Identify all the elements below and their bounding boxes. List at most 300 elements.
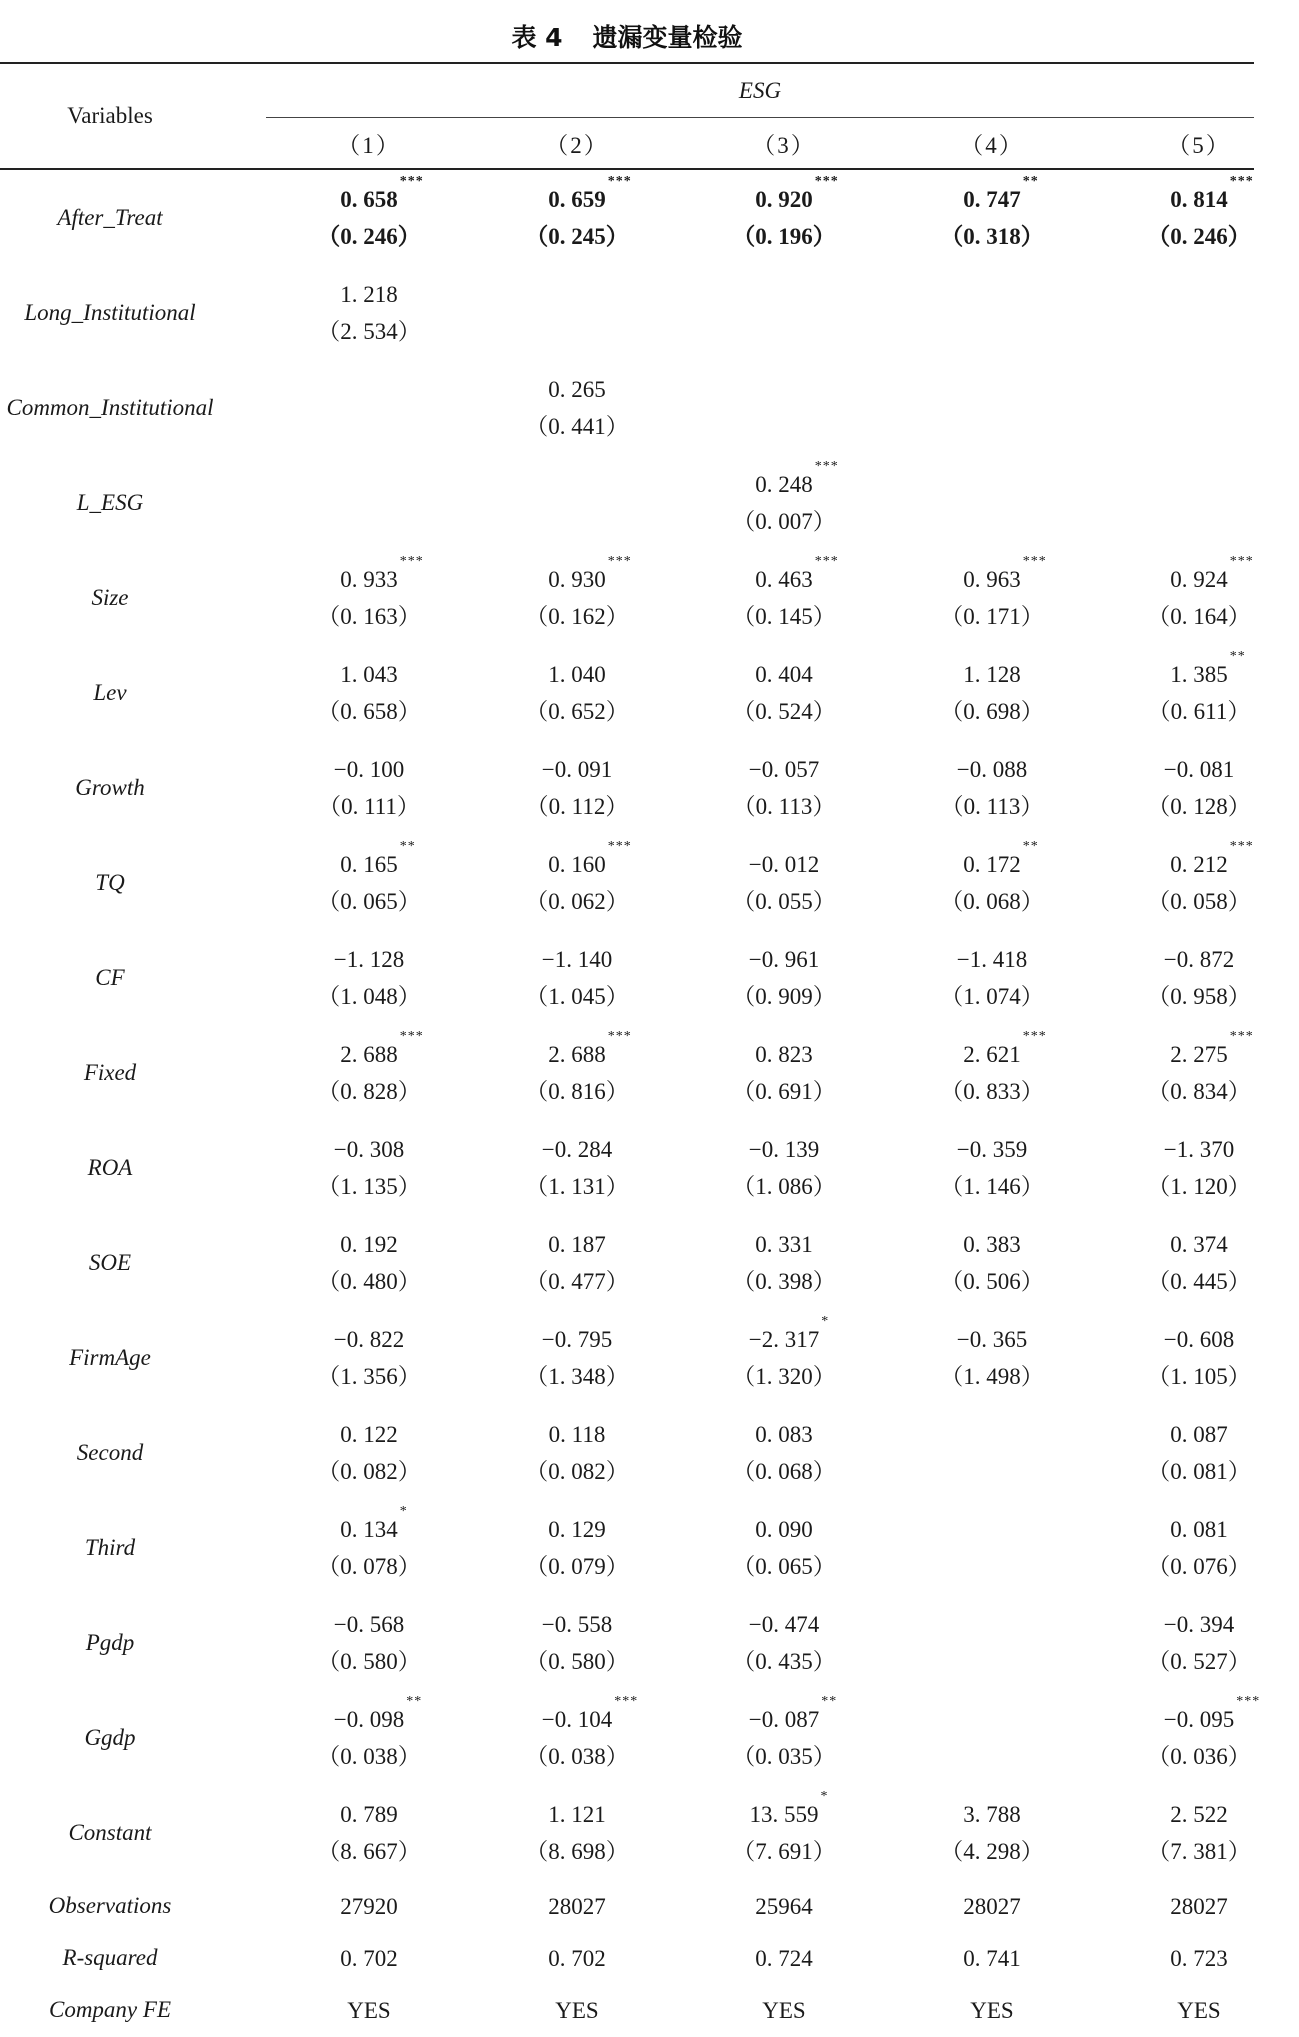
table-cell (1099, 1310, 1299, 1405)
coefficient-value: 0. 087 (1170, 1421, 1228, 1447)
column-headers (0, 118, 1254, 168)
coefficient-value: 0. 463 (755, 566, 813, 592)
table-cell (477, 1785, 677, 1880)
esg-group-header: ESG (738, 78, 782, 103)
summary-cell: YES (347, 1997, 391, 2023)
table-cell (1099, 645, 1299, 740)
coefficient (755, 1226, 813, 1263)
coefficient-value: 2. 275 (1170, 1041, 1228, 1067)
coefficient-value: 0. 658 (340, 186, 398, 212)
table-cell (269, 645, 469, 740)
table-cell (684, 1120, 884, 1215)
table-caption (0, 14, 1254, 58)
table-cell (269, 1785, 469, 1880)
coefficient-value: 0. 122 (340, 1421, 398, 1447)
coefficient-value: −0. 872 (1163, 946, 1235, 972)
summary-cell: 27920 (340, 1893, 398, 1919)
significance-stars: ** (1022, 173, 1039, 189)
significance-stars: ** (1022, 838, 1039, 854)
coefficient (340, 1226, 398, 1263)
significance-stars: * (820, 1788, 829, 1804)
table-cell (1099, 1405, 1299, 1500)
summary-row (0, 1932, 1254, 1984)
variable-name: Ggdp (84, 1724, 136, 1750)
coefficient-value: 0. 248 (755, 471, 813, 497)
coefficient-value: 1. 040 (548, 661, 606, 687)
table-cell (269, 1310, 469, 1405)
table-title: 遗漏变量检验 (592, 23, 743, 52)
standard-error: （0. 038） (525, 1743, 629, 1769)
coefficient (748, 1693, 838, 1738)
summary-cell: 0. 723 (1170, 1945, 1228, 1971)
coefficient (548, 371, 606, 408)
table-cell (1099, 1215, 1299, 1310)
table-row (0, 360, 1254, 455)
standard-error: （0. 112） (525, 793, 629, 819)
coefficient (755, 1416, 813, 1453)
coefficient (340, 838, 416, 883)
column-header-3: （3） (752, 132, 816, 158)
table-cell (477, 1215, 677, 1310)
coefficient-value: −0. 088 (956, 756, 1028, 782)
coefficient (548, 656, 606, 693)
table-cell (1099, 550, 1299, 645)
table-row (0, 740, 1254, 835)
standard-error: （0. 007） (732, 508, 836, 534)
table-cell (269, 170, 469, 265)
table-cell (892, 1310, 1092, 1405)
coefficient (755, 1036, 813, 1073)
coefficient (749, 941, 819, 978)
table-cell (477, 1310, 677, 1405)
coefficient (963, 838, 1039, 883)
coefficient (1170, 1796, 1228, 1833)
coefficient-value: 0. 404 (755, 661, 813, 687)
coefficient (1170, 1226, 1228, 1263)
coefficient (548, 173, 632, 218)
significance-stars: * (399, 1503, 408, 1519)
coefficient (542, 751, 612, 788)
table-cell (892, 550, 1092, 645)
coefficient-value: 0. 172 (963, 851, 1021, 877)
variable-name: Third (84, 1534, 136, 1560)
table-cell (269, 1405, 469, 1500)
standard-error: （8. 667） (317, 1838, 421, 1864)
standard-error: （0. 816） (525, 1078, 629, 1104)
coefficient-value: 0. 331 (755, 1231, 813, 1257)
standard-error: （1. 356） (317, 1363, 421, 1389)
summary-cell: 0. 702 (548, 1945, 606, 1971)
coefficient (548, 1511, 606, 1548)
significance-stars: *** (607, 838, 632, 854)
significance-stars: *** (399, 553, 424, 569)
coefficient-value: 0. 383 (963, 1231, 1021, 1257)
summary-cell: 28027 (1170, 1893, 1228, 1919)
coefficient-value: −0. 961 (748, 946, 820, 972)
coefficient (1163, 1693, 1261, 1738)
standard-error: （7. 691） (732, 1838, 836, 1864)
coefficient-value: 1. 385 (1170, 661, 1228, 687)
table-cell (892, 645, 1092, 740)
table-cell (1099, 835, 1299, 930)
standard-error: （0. 035） (732, 1743, 836, 1769)
coefficient (957, 1131, 1027, 1168)
summary-cell: 25964 (755, 1893, 813, 1919)
standard-error: （0. 076） (1147, 1553, 1251, 1579)
standard-error: （0. 038） (317, 1743, 421, 1769)
summary-cell: 28027 (963, 1893, 1021, 1919)
coefficient (548, 838, 632, 883)
variable-name: Second (76, 1439, 144, 1465)
table-cell (269, 1025, 469, 1120)
coefficient-value: 0. 083 (755, 1421, 813, 1447)
variable-name: Fixed (83, 1059, 137, 1085)
coefficient-value: 0. 265 (548, 376, 606, 402)
table-cell (892, 1025, 1092, 1120)
table-cell (269, 1215, 469, 1310)
standard-error: （1. 045） (525, 983, 629, 1009)
coefficient (542, 941, 612, 978)
standard-error: （0. 081） (1147, 1458, 1251, 1484)
variable-name: TQ (95, 869, 125, 895)
standard-error: （0. 082） (525, 1458, 629, 1484)
coefficient-value: 0. 374 (1170, 1231, 1228, 1257)
standard-error: （0. 691） (732, 1078, 836, 1104)
coefficient (1170, 838, 1254, 883)
standard-error: （0. 506） (940, 1268, 1044, 1294)
table-cell (892, 930, 1092, 1025)
significance-stars: *** (1229, 1028, 1254, 1044)
summary-cell: YES (762, 1997, 806, 2023)
variable-name: FirmAge (69, 1344, 151, 1370)
table-cell (269, 740, 469, 835)
standard-error: （0. 611） (1147, 698, 1251, 724)
coefficient-value: 1. 043 (340, 661, 398, 687)
coefficient-value: 0. 081 (1170, 1516, 1228, 1542)
coefficient (340, 1028, 424, 1073)
summary-name: Company FE (48, 1997, 171, 2022)
table-row (0, 550, 1254, 645)
table-cell (684, 1785, 884, 1880)
coefficient (755, 553, 839, 598)
summary-cell: 0. 702 (340, 1945, 398, 1971)
coefficient-value: −0. 104 (541, 1706, 613, 1732)
coefficient (755, 458, 839, 503)
table-cell (477, 550, 677, 645)
standard-error: （0. 245） (525, 223, 629, 249)
coefficient (755, 1511, 813, 1548)
table-row (0, 1785, 1254, 1880)
coefficient-value: −0. 100 (333, 756, 405, 782)
coefficient-value: −2. 317 (748, 1326, 820, 1352)
significance-stars: ** (406, 1693, 423, 1709)
standard-error: （1. 135） (317, 1173, 421, 1199)
coefficient-value: 0. 920 (755, 186, 813, 212)
variable-name: Lev (93, 679, 127, 705)
coefficient (1170, 553, 1254, 598)
coefficient (340, 1416, 398, 1453)
table-cell (477, 1405, 677, 1500)
standard-error: （4. 298） (940, 1838, 1044, 1864)
coefficient (749, 1788, 829, 1833)
standard-error: （0. 445） (1147, 1268, 1251, 1294)
variable-name: L_ESG (76, 489, 144, 515)
table-row (0, 1690, 1261, 1785)
coefficient (749, 1131, 819, 1168)
standard-error: （1. 074） (940, 983, 1044, 1009)
standard-error: （0. 318） (940, 223, 1044, 249)
coefficient (748, 1313, 830, 1358)
coefficient-value: −0. 098 (333, 1706, 405, 1732)
table-row (0, 1025, 1254, 1120)
standard-error: （0. 082） (317, 1458, 421, 1484)
coefficient (1170, 173, 1254, 218)
coefficient (548, 1796, 606, 1833)
coefficient-value: 0. 192 (340, 1231, 398, 1257)
table-row (0, 265, 1254, 360)
table-cell (477, 1595, 677, 1690)
coefficient-value: −0. 284 (541, 1136, 613, 1162)
variable-name: Size (91, 584, 129, 610)
variable-name: Growth (75, 774, 145, 800)
table-cell (1099, 1595, 1299, 1690)
table-row (0, 170, 1254, 265)
coefficient (333, 1693, 423, 1738)
standard-error: （0. 068） (940, 888, 1044, 914)
table-cell (1099, 740, 1299, 835)
variable-name: CF (95, 964, 125, 990)
table-cell (1099, 1120, 1299, 1215)
table-cell (684, 550, 884, 645)
coefficient-value: −0. 091 (541, 756, 613, 782)
table-cell (269, 265, 469, 360)
coefficient-value: −0. 087 (748, 1706, 820, 1732)
significance-stars: *** (1236, 1693, 1261, 1709)
summary-cell: 28027 (548, 1893, 606, 1919)
coefficient-value: −0. 139 (748, 1136, 820, 1162)
coefficient (548, 1028, 632, 1073)
coefficient (340, 1796, 398, 1833)
standard-error: （0. 196） (732, 223, 836, 249)
significance-stars: *** (614, 1693, 639, 1709)
table-cell (269, 835, 469, 930)
table-cell (269, 930, 469, 1025)
standard-error: （0. 113） (940, 793, 1044, 819)
table-cell (477, 930, 677, 1025)
table-row (0, 835, 1254, 930)
standard-error: （8. 698） (525, 1838, 629, 1864)
table-cell (684, 835, 884, 930)
table-cell (892, 1215, 1092, 1310)
coefficient (749, 1606, 819, 1643)
summary-cell: YES (1177, 1997, 1221, 2023)
coefficient-value: 0. 933 (340, 566, 398, 592)
table-cell (1099, 1690, 1299, 1785)
significance-stars: ** (821, 1693, 838, 1709)
standard-error: （0. 828） (317, 1078, 421, 1104)
coefficient (957, 751, 1027, 788)
standard-error: （1. 146） (940, 1173, 1044, 1199)
table-cell (684, 1405, 884, 1500)
significance-stars: *** (1022, 1028, 1047, 1044)
coefficient-value: 0. 165 (340, 851, 398, 877)
coefficient (334, 1321, 404, 1358)
standard-error: （1. 048） (317, 983, 421, 1009)
coefficient (957, 1321, 1027, 1358)
table-cell (684, 740, 884, 835)
coefficient-value: −0. 308 (333, 1136, 405, 1162)
coefficient-value: 2. 688 (340, 1041, 398, 1067)
table-cell (1099, 1025, 1299, 1120)
table-cell (892, 1120, 1092, 1215)
standard-error: （0. 398） (732, 1268, 836, 1294)
standard-error: （0. 580） (317, 1648, 421, 1674)
standard-error: （0. 036） (1147, 1743, 1251, 1769)
standard-error: （0. 065） (317, 888, 421, 914)
coefficient (340, 276, 398, 313)
coefficient (541, 1693, 639, 1738)
table-cell (684, 1310, 884, 1405)
table-row (0, 1405, 1254, 1500)
table-cell (477, 360, 677, 455)
coefficient (1164, 1131, 1234, 1168)
summary-cell: 0. 724 (755, 1945, 813, 1971)
table-cell (684, 1215, 884, 1310)
table-row (0, 1120, 1254, 1215)
standard-error: （0. 246） (317, 223, 421, 249)
standard-error: （1. 086） (732, 1173, 836, 1199)
standard-error: （0. 055） (732, 888, 836, 914)
table-cell (477, 645, 677, 740)
coefficient-value: 0. 924 (1170, 566, 1228, 592)
significance-stars: *** (1229, 838, 1254, 854)
table-row (0, 1500, 1254, 1595)
significance-stars: ** (399, 838, 416, 854)
significance-stars: *** (814, 173, 839, 189)
significance-stars: *** (1022, 553, 1047, 569)
coefficient (549, 1416, 606, 1453)
coefficient-value: 1. 128 (963, 661, 1021, 687)
table-cell (684, 1690, 884, 1785)
coefficient (957, 941, 1027, 978)
table-cell (1099, 1785, 1299, 1880)
coefficient-value: 0. 118 (548, 1421, 606, 1447)
summary-row (0, 1880, 1254, 1932)
standard-error: （1. 320） (732, 1363, 836, 1389)
summary-cell: YES (970, 1997, 1014, 2023)
table-row (0, 645, 1254, 740)
significance-stars: *** (607, 173, 632, 189)
table-cell (684, 170, 884, 265)
coefficient-value: 2. 621 (963, 1041, 1021, 1067)
coefficient-value: 0. 963 (963, 566, 1021, 592)
coefficient-value: −0. 365 (956, 1326, 1028, 1352)
variable-name: Common_Institutional (6, 394, 214, 420)
coefficient-value: 0. 187 (548, 1231, 606, 1257)
standard-error: （0. 163） (317, 603, 421, 629)
standard-error: （0. 524） (732, 698, 836, 724)
coefficient (1170, 1028, 1254, 1073)
table-cell (684, 1595, 884, 1690)
standard-error: （0. 058） (1147, 888, 1251, 914)
significance-stars: *** (1229, 173, 1254, 189)
table-cell (269, 1690, 469, 1785)
standard-error: （0. 652） (525, 698, 629, 724)
column-header-1: （1） (337, 132, 401, 158)
coefficient-value: −0. 608 (1163, 1326, 1235, 1352)
standard-error: （0. 834） (1147, 1078, 1251, 1104)
summary-cell: 0. 741 (963, 1945, 1021, 1971)
coefficient-value: 3. 788 (963, 1801, 1021, 1827)
coefficient (749, 846, 819, 883)
standard-error: （0. 658） (317, 698, 421, 724)
standard-error: （0. 480） (317, 1268, 421, 1294)
coefficient (1170, 1416, 1228, 1453)
table-cell (892, 740, 1092, 835)
standard-error: （0. 162） (525, 603, 629, 629)
standard-error: （2. 534） (317, 318, 421, 344)
coefficient-value: 0. 090 (755, 1516, 813, 1542)
significance-stars: *** (399, 173, 424, 189)
standard-error: （0. 171） (940, 603, 1044, 629)
coefficient-value: −0. 474 (748, 1611, 820, 1637)
table-row (0, 1310, 1254, 1405)
table-number: 表 4 (511, 23, 563, 52)
table-cell (684, 1025, 884, 1120)
coefficient (1164, 751, 1234, 788)
significance-stars: *** (814, 553, 839, 569)
coefficient (1164, 1606, 1234, 1643)
table-row (0, 930, 1254, 1025)
table-cell (477, 170, 677, 265)
standard-error: （1. 348） (525, 1363, 629, 1389)
table-cell (477, 1500, 677, 1595)
variable-name: ROA (87, 1154, 133, 1180)
coefficient (755, 173, 839, 218)
coefficient (334, 941, 404, 978)
column-header-4: （4） (960, 132, 1024, 158)
table-cell (892, 1785, 1092, 1880)
standard-error: （0. 477） (525, 1268, 629, 1294)
standard-error: （1. 105） (1147, 1363, 1251, 1389)
column-header-2: （2） (545, 132, 609, 158)
standard-error: （0. 065） (732, 1553, 836, 1579)
significance-stars: *** (607, 1028, 632, 1044)
standard-error: （1. 120） (1147, 1173, 1251, 1199)
coefficient-value: 0. 212 (1170, 851, 1228, 877)
coefficient (755, 656, 813, 693)
coefficient (963, 1028, 1047, 1073)
coefficient (749, 751, 819, 788)
coefficient-value: −1. 128 (333, 946, 405, 972)
coefficient-value: −0. 394 (1163, 1611, 1235, 1637)
standard-error: （0. 527） (1147, 1648, 1251, 1674)
table-cell (892, 170, 1092, 265)
significance-stars: *** (1229, 553, 1254, 569)
variable-name: Long_Institutional (24, 299, 196, 325)
coefficient-value: 1. 218 (340, 281, 398, 307)
coefficient (334, 1131, 404, 1168)
coefficient (340, 173, 424, 218)
standard-error: （0. 062） (525, 888, 629, 914)
coefficient (963, 656, 1021, 693)
coefficient (542, 1606, 612, 1643)
coefficient (963, 1796, 1021, 1833)
significance-stars: * (821, 1313, 830, 1329)
table-cell (684, 930, 884, 1025)
coefficient (963, 553, 1047, 598)
summary-row (0, 1984, 1254, 2036)
